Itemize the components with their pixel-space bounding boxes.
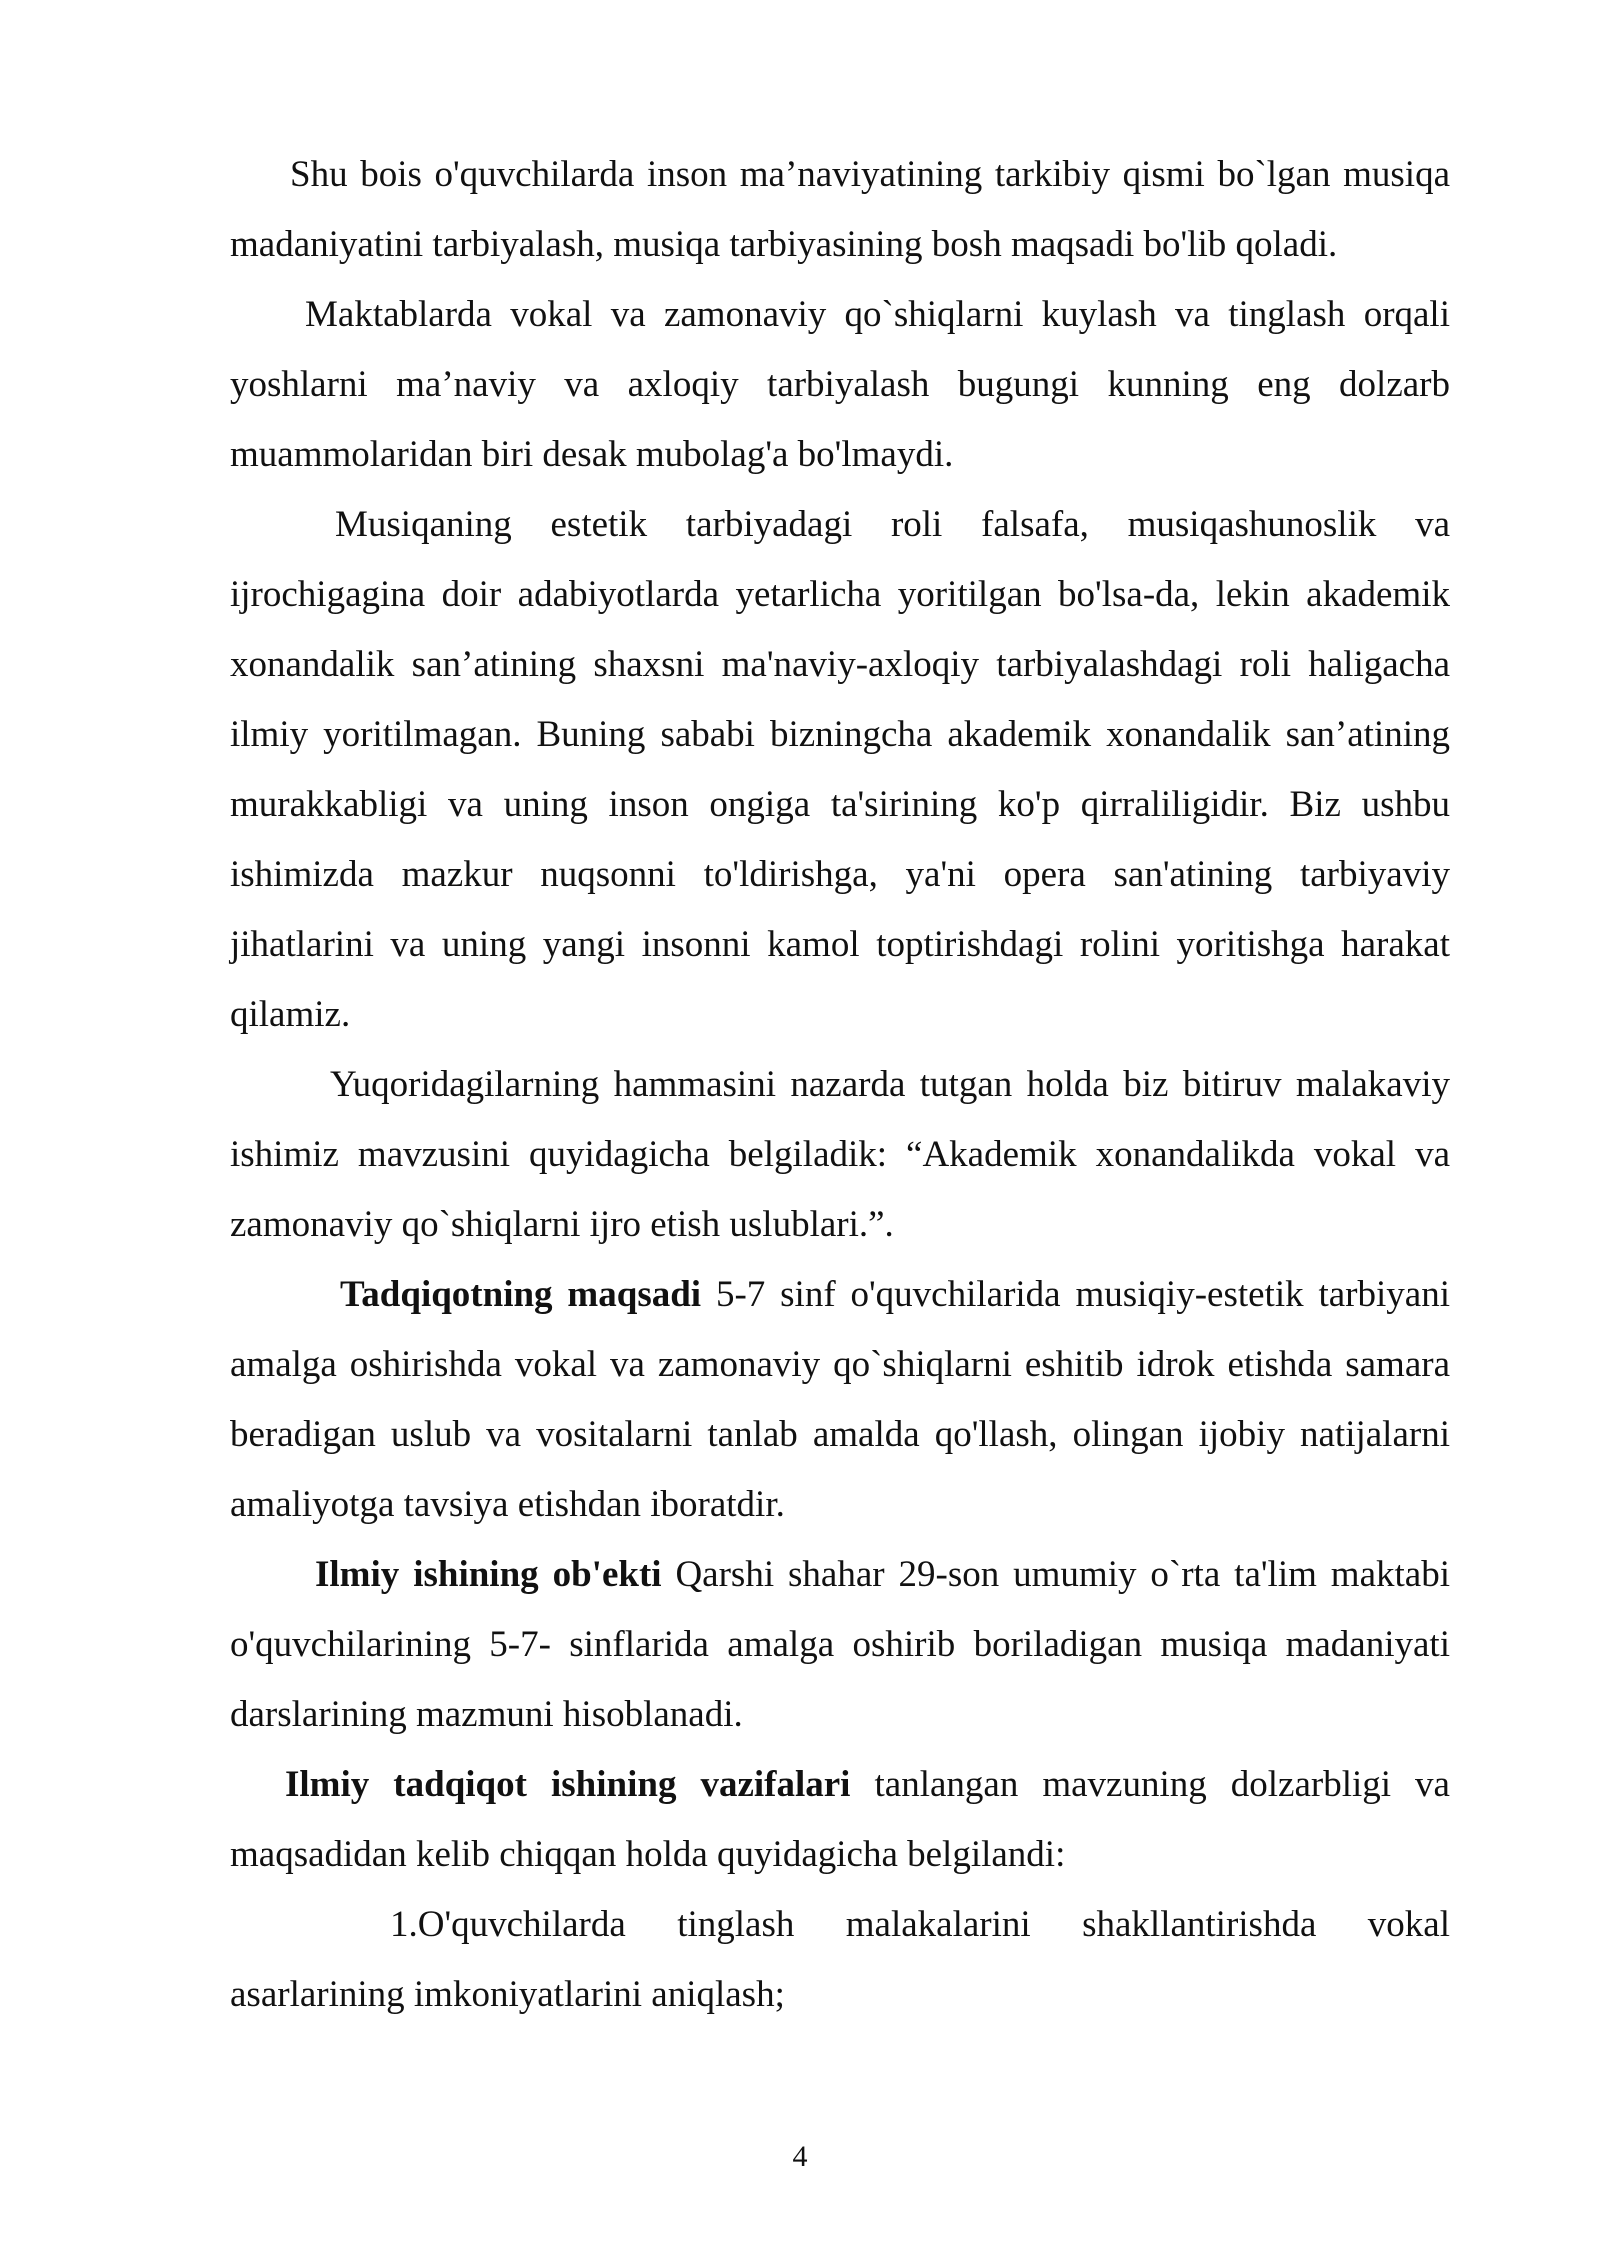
paragraph-text: Musiqaning estetik tarbiyadagi roli falsafa, musiqashunoslik va ijrochigagina doir adabiyotlarda yetarlicha yoritilgan bo'lsa-da, lekin akademik xonandalik san’atining shaxsni ma'naviy-axloqiy tarbiyalashdagi roli haligacha ilmiy yoritilmagan. Buning sababi bizningcha akademik xonandalik san’atining murakkabligi va uning inson ongiga ta'sirining ko'p qirraliligidir. Biz ushbu ishimizda mazkur nuqsonni to'ldirishga, ya'ni opera san'atining tarbiyaviy jihatlarini va uning yangi insonni kamol toptirishdagi rolini yoritishga harakat qilamiz. [230, 504, 1450, 1035]
paragraph-aesthetic-role [230, 490, 1450, 1050]
paragraph-research-object [230, 1540, 1450, 1750]
paragraph-heading: Ilmiy ishining ob'ekti [315, 1554, 662, 1595]
paragraph-text: 1.O'quvchilarda tinglash malakalarini shakllantirishda vokal asarlarining imkoniyatlarini aniqlash; [230, 1904, 1450, 2015]
paragraph-text: Yuqoridagilarning hammasini nazarda tutgan holda biz bitiruv malakaviy ishimiz mavzusini quyidagicha belgiladik: “Akademik xonandalikda vokal va zamonaviy qo`shiqlarni ijro etish uslublari.”. [230, 1064, 1450, 1245]
paragraph-schools-vocal [230, 280, 1450, 490]
page-number: 4 [792, 2140, 808, 2173]
paragraph-topic [230, 1050, 1450, 1260]
paragraph-research-goal [230, 1260, 1450, 1540]
paragraph-heading: Ilmiy tadqiqot ishining vazifalari [285, 1764, 851, 1805]
paragraph-task-1 [230, 1890, 1450, 2030]
paragraph-heading: Tadqiqotning maqsadi [340, 1274, 702, 1315]
paragraph-text: 5-7 sinf o'quvchilarida musiqiy-estetik tarbiyani amalga oshirishda vokal va zamonaviy qo`shiqlarni eshitib idrok etishda samara beradigan uslub va vositalarni tanlab amalda qo'llash, olingan ijobiy natijalarni amaliyotga tavsiya etishdan iboratdir. [230, 1274, 1450, 1525]
document-body [230, 140, 1450, 2030]
paragraph-text: tanlangan mavzuning dolzarbligi va maqsadidan kelib chiqqan holda quyidagicha belgilandi: [230, 1764, 1450, 1875]
paragraph-text: Qarshi shahar 29-son umumiy o`rta ta'lim maktabi o'quvchilarining 5-7- sinflarida amalga oshirib boriladigan musiqa madaniyati darslarining mazmuni hisoblanadi. [230, 1554, 1450, 1735]
paragraph-music-culture [230, 140, 1450, 280]
paragraph-text: Shu bois o'quvchilarda inson ma’naviyatining tarkibiy qismi bo`lgan musiqa madaniyatini tarbiyalash, musiqa tarbiyasining bosh maqsadi bo'lib qoladi. [230, 154, 1450, 265]
paragraph-research-tasks [230, 1750, 1450, 1890]
paragraph-text: Maktablarda vokal va zamonaviy qo`shiqlarni kuylash va tinglash orqali yoshlarni ma’naviy va axloqiy tarbiyalash bugungi kunning eng dolzarb muammolaridan biri desak mubolag'a bo'lmaydi. [230, 294, 1450, 475]
